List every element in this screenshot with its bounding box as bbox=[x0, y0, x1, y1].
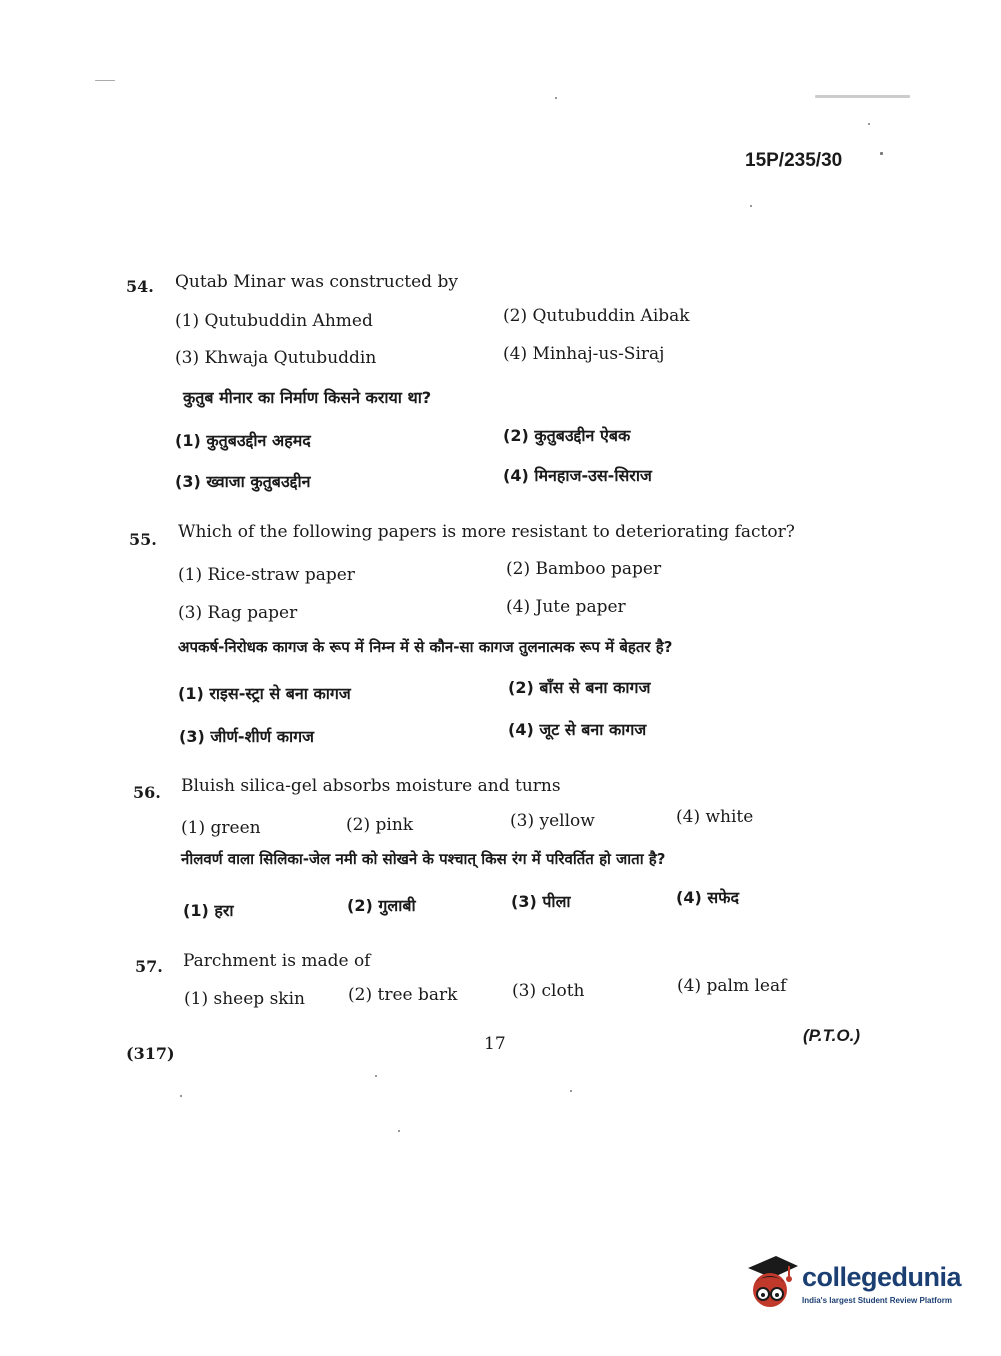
pto-label: (P.T.O.) bbox=[803, 1026, 860, 1045]
option-text: cloth bbox=[541, 981, 585, 1001]
option-number: (3) bbox=[512, 981, 537, 1001]
scan-speck bbox=[375, 1075, 377, 1077]
option-number: (1) bbox=[183, 901, 209, 920]
option-text: बाँस से बना कागज bbox=[539, 678, 651, 697]
option-1 bbox=[184, 989, 305, 1009]
option-number: (2) bbox=[503, 306, 528, 326]
option-4-hindi bbox=[676, 886, 739, 908]
paper-code: (317) bbox=[126, 1044, 175, 1063]
option-3-hindi bbox=[175, 470, 310, 492]
option-text: राइस-स्ट्रा से बना कागज bbox=[209, 684, 351, 703]
option-number: (2) bbox=[508, 678, 534, 697]
option-number: (4) bbox=[503, 344, 528, 364]
option-1 bbox=[178, 565, 355, 585]
option-number: (4) bbox=[503, 466, 529, 485]
scan-speck bbox=[750, 205, 752, 207]
option-text: पीला bbox=[542, 892, 571, 911]
question-text-hindi: नीलवर्ण वाला सिलिका-जेल नमी को सोखने के पश्चात् किस रंग में परिवर्तित हो जाता है? bbox=[181, 850, 666, 868]
option-4-hindi bbox=[508, 718, 646, 740]
option-2-hindi bbox=[508, 676, 650, 698]
option-number: (1) bbox=[181, 818, 206, 838]
option-number: (1) bbox=[184, 989, 209, 1009]
option-4 bbox=[677, 976, 786, 996]
option-text: Qutubuddin Aibak bbox=[532, 306, 690, 326]
option-1-hindi bbox=[175, 429, 311, 451]
option-number: (1) bbox=[178, 684, 204, 703]
option-number: (4) bbox=[676, 807, 701, 827]
option-4 bbox=[676, 807, 753, 827]
option-2-hindi bbox=[503, 424, 630, 446]
option-number: (4) bbox=[677, 976, 702, 996]
question-text: Which of the following papers is more resistant to deteriorating factor? bbox=[178, 522, 795, 542]
option-number: (2) bbox=[503, 426, 529, 445]
question-text-hindi: कुतुब मीनार का निर्माण किसने कराया था? bbox=[183, 388, 432, 407]
question-number: 54. bbox=[126, 277, 154, 296]
watermark-tagline: India's largest Student Review Platform bbox=[802, 1296, 952, 1305]
option-number: (4) bbox=[506, 597, 531, 617]
option-number: (1) bbox=[175, 431, 201, 450]
option-text: गुलाबी bbox=[378, 896, 416, 915]
question-number: 57. bbox=[135, 957, 163, 976]
option-number: (3) bbox=[178, 603, 203, 623]
scan-speck bbox=[868, 123, 870, 125]
option-number: (2) bbox=[506, 559, 531, 579]
question-text-hindi: अपकर्ष-निरोधक कागज के रूप में निम्न में से कौन-सा कागज तुलनात्मक रूप में बेहतर है? bbox=[178, 638, 673, 656]
option-4-hindi bbox=[503, 464, 652, 486]
question-number: 56. bbox=[133, 783, 161, 802]
option-text: ख्वाजा कुतुबउद्दीन bbox=[206, 472, 311, 491]
option-text: Jute paper bbox=[535, 597, 626, 617]
option-number: (3) bbox=[175, 472, 201, 491]
option-number: (1) bbox=[178, 565, 203, 585]
option-text: sheep skin bbox=[213, 989, 305, 1009]
scan-speck bbox=[180, 1095, 182, 1097]
option-4 bbox=[503, 344, 664, 364]
option-text: मिनहाज-उस-सिराज bbox=[534, 466, 652, 485]
collegedunia-watermark bbox=[742, 1250, 972, 1320]
scan-speck bbox=[95, 80, 115, 81]
option-text: जीर्ण-शीर्ण कागज bbox=[210, 727, 315, 746]
option-text: pink bbox=[375, 815, 414, 835]
option-number: (4) bbox=[508, 720, 534, 739]
option-text: yellow bbox=[539, 811, 595, 831]
option-number: (3) bbox=[510, 811, 535, 831]
question-text: Bluish silica-gel absorbs moisture and turns bbox=[181, 776, 561, 796]
option-number: (4) bbox=[676, 888, 702, 907]
option-text: Khwaja Qutubuddin bbox=[204, 348, 377, 368]
option-1-hindi bbox=[183, 899, 234, 921]
question-number: 55. bbox=[129, 530, 157, 549]
option-text: हरा bbox=[214, 901, 234, 920]
option-2 bbox=[346, 815, 413, 835]
option-1-hindi bbox=[178, 682, 351, 704]
option-number: (2) bbox=[348, 985, 373, 1005]
option-text: कुतुबउद्दीन ऐबक bbox=[534, 426, 631, 445]
scan-speck bbox=[398, 1130, 400, 1132]
option-number: (3) bbox=[511, 892, 537, 911]
option-1 bbox=[175, 311, 373, 331]
scan-speck bbox=[815, 95, 910, 98]
watermark-brand: collegedunia bbox=[802, 1262, 962, 1292]
option-3 bbox=[175, 348, 376, 368]
mascot-icon bbox=[742, 1254, 800, 1314]
question-text: Parchment is made of bbox=[183, 951, 371, 971]
option-text: tree bark bbox=[377, 985, 458, 1005]
option-text: जूट से बना कागज bbox=[539, 720, 647, 739]
option-3 bbox=[510, 811, 595, 831]
option-3 bbox=[512, 981, 584, 1001]
scan-speck bbox=[570, 1090, 572, 1092]
option-text: Minhaj-us-Siraj bbox=[532, 344, 665, 364]
option-3-hindi bbox=[179, 725, 314, 747]
scan-speck bbox=[880, 152, 883, 155]
option-text: Rice-straw paper bbox=[207, 565, 355, 585]
option-text: Qutubuddin Ahmed bbox=[204, 311, 373, 331]
option-2 bbox=[348, 985, 457, 1005]
option-number: (1) bbox=[175, 311, 200, 331]
page-code: 15P/235/30 bbox=[745, 150, 843, 171]
scan-speck bbox=[555, 97, 557, 99]
option-text: green bbox=[210, 818, 261, 838]
option-2 bbox=[506, 559, 661, 579]
option-number: (3) bbox=[175, 348, 200, 368]
option-text: palm leaf bbox=[706, 976, 787, 996]
option-text: Bamboo paper bbox=[535, 559, 662, 579]
question-text: Qutab Minar was constructed by bbox=[175, 272, 458, 292]
option-text: Rag paper bbox=[207, 603, 298, 623]
option-number: (2) bbox=[347, 896, 373, 915]
option-2 bbox=[503, 306, 690, 326]
page-number: 17 bbox=[484, 1034, 506, 1054]
option-2-hindi bbox=[347, 894, 416, 916]
option-3 bbox=[178, 603, 297, 623]
option-4 bbox=[506, 597, 626, 617]
option-number: (3) bbox=[179, 727, 205, 746]
option-text: white bbox=[705, 807, 754, 827]
option-text: कुतुबउद्दीन अहमद bbox=[206, 431, 311, 450]
option-text: सफेद bbox=[707, 888, 739, 907]
option-1 bbox=[181, 818, 261, 838]
option-number: (2) bbox=[346, 815, 371, 835]
option-3-hindi bbox=[511, 890, 571, 912]
